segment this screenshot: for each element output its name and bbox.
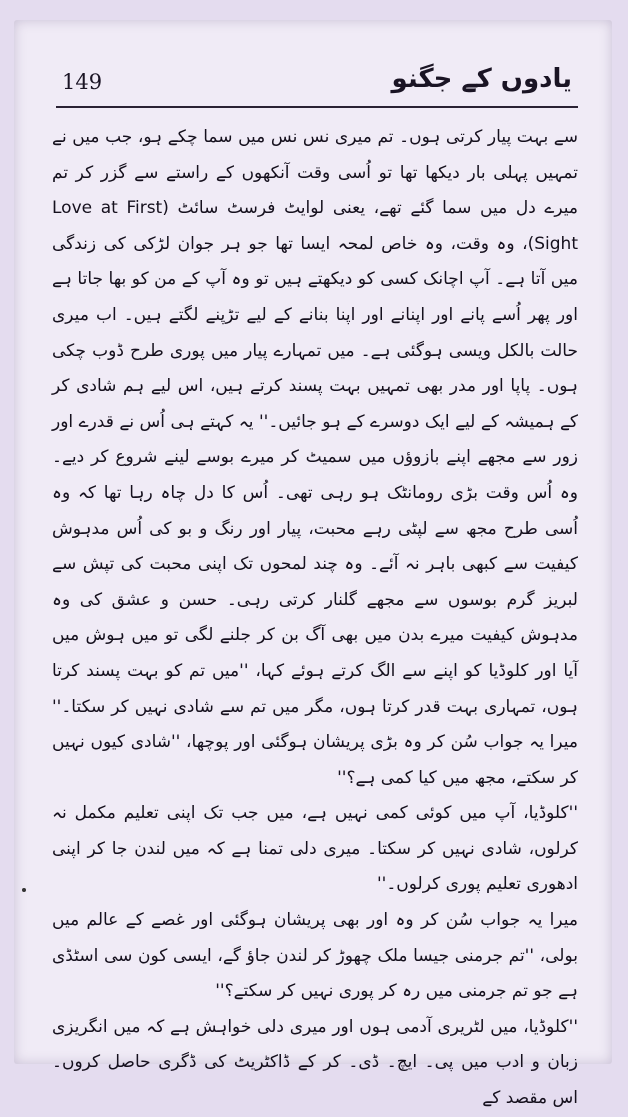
paragraph-1: سے بہت پیار کرتی ہوں۔ تم میری نس نس میں سما چکے ہو، جب میں نے تمہیں پہلی بار دیکھا تھا تو اُسی وقت آنکھوں کے راستے سے گزر کر تم میرے دل میں سما گئے تھے، یعنی لوایٹ فرسٹ سائٹ (Love at First Sight)، وہ وقت، وہ خاص لمحہ ایسا تھا جو ہر جوان لڑکی کی زندگی میں آتا ہے۔ آپ اچانک کسی کو دیکھتے ہیں تو وہ آپ کے من کو بھا جاتا ہے اور پھر اُسے پانے اور اپنانے اور اپنا بنانے کے لیے تڑپنے لگتے ہیں۔ اب میری حالت بالکل ویسی ہوگئی ہے۔ میں تمہارے پیار میں پوری طرح ڈوب چکی ہوں۔ پاپا اور مدر بھی تمہیں بہت پسند کرتے ہیں، اس لیے ہم شادی کر کے ہمیشہ کے لیے ایک دوسرے کے ہو جائیں۔'' یہ کہتے ہی اُس نے قدرے اور زور سے مجھے اپنے بازوؤں میں سمیٹ کر میرے بوسے لینے شروع کر دیے۔ وہ اُس وقت بڑی رومانٹک ہو رہی تھی۔ اُس کا دل چاہ رہا تھا کہ وہ اُسی طرح مجھ سے لپٹی رہے محبت، پیار اور رنگ و بو کی اُس مدہوش کیفیت سے کبھی باہر نہ آئے۔ وہ چند لمحوں تک اپنی محبت کی تپش سے لبریز گرم بوسوں سے مجھے گلنار کرتی رہی۔ حسن و عشق کی وہ مدہوش کیفیت میرے بدن میں بھی آگ بن کر جلنے لگی تو میں ہوش میں آیا اور کلوڈیا کو اپنے سے الگ کرتے ہوئے کہا، ''میں تم کو بہت پسند کرتا ہوں، تمہاری بہت قدر کرتا ہوں، مگر میں تم سے شادی نہیں کر سکتا۔'' میرا یہ جواب سُن کر وہ بڑی پریشان ہوگئی اور پوچھا، ''شادی کیوں نہیں کر سکتے، مجھ میں کیا کمی ہے؟''	[52, 127, 578, 788]
paragraph-4: ''کلوڈیا، میں لٹریری آدمی ہوں اور میری دلی خواہش ہے کہ میں انگریزی زبان و ادب میں پی۔ ایچ۔ ڈی۔ کر کے ڈاکٹریٹ کی ڈگری حاصل کروں۔ اس مقصد کے	[52, 1016, 578, 1109]
book-page	[14, 20, 612, 1109]
running-title: یادوں کے جگنو	[391, 64, 572, 94]
ink-speck	[22, 888, 26, 892]
body-text	[52, 120, 578, 1117]
header-rule	[56, 106, 578, 108]
paragraph-3: میرا یہ جواب سُن کر وہ اور بھی پریشان ہوگئی اور غصے کے عالم میں بولی، ''تم جرمنی جیسا ملک چھوڑ کر لندن جاؤ گے، ایسی کون سی اسٹڈی ہے جو تم جرمنی میں رہ کر پوری نہیں کر سکتے؟''	[52, 910, 578, 1002]
paragraph-2: ''کلوڈیا، آپ میں کوئی کمی نہیں ہے، میں جب تک اپنی تعلیم مکمل نہ کرلوں، شادی نہیں کر سکتا۔ میری دلی تمنا ہے کہ میں لندن جا کر اپنی ادھوری تعلیم پوری کرلوں۔''	[52, 803, 578, 895]
page-header	[14, 20, 612, 120]
page-number: 149	[62, 70, 103, 94]
